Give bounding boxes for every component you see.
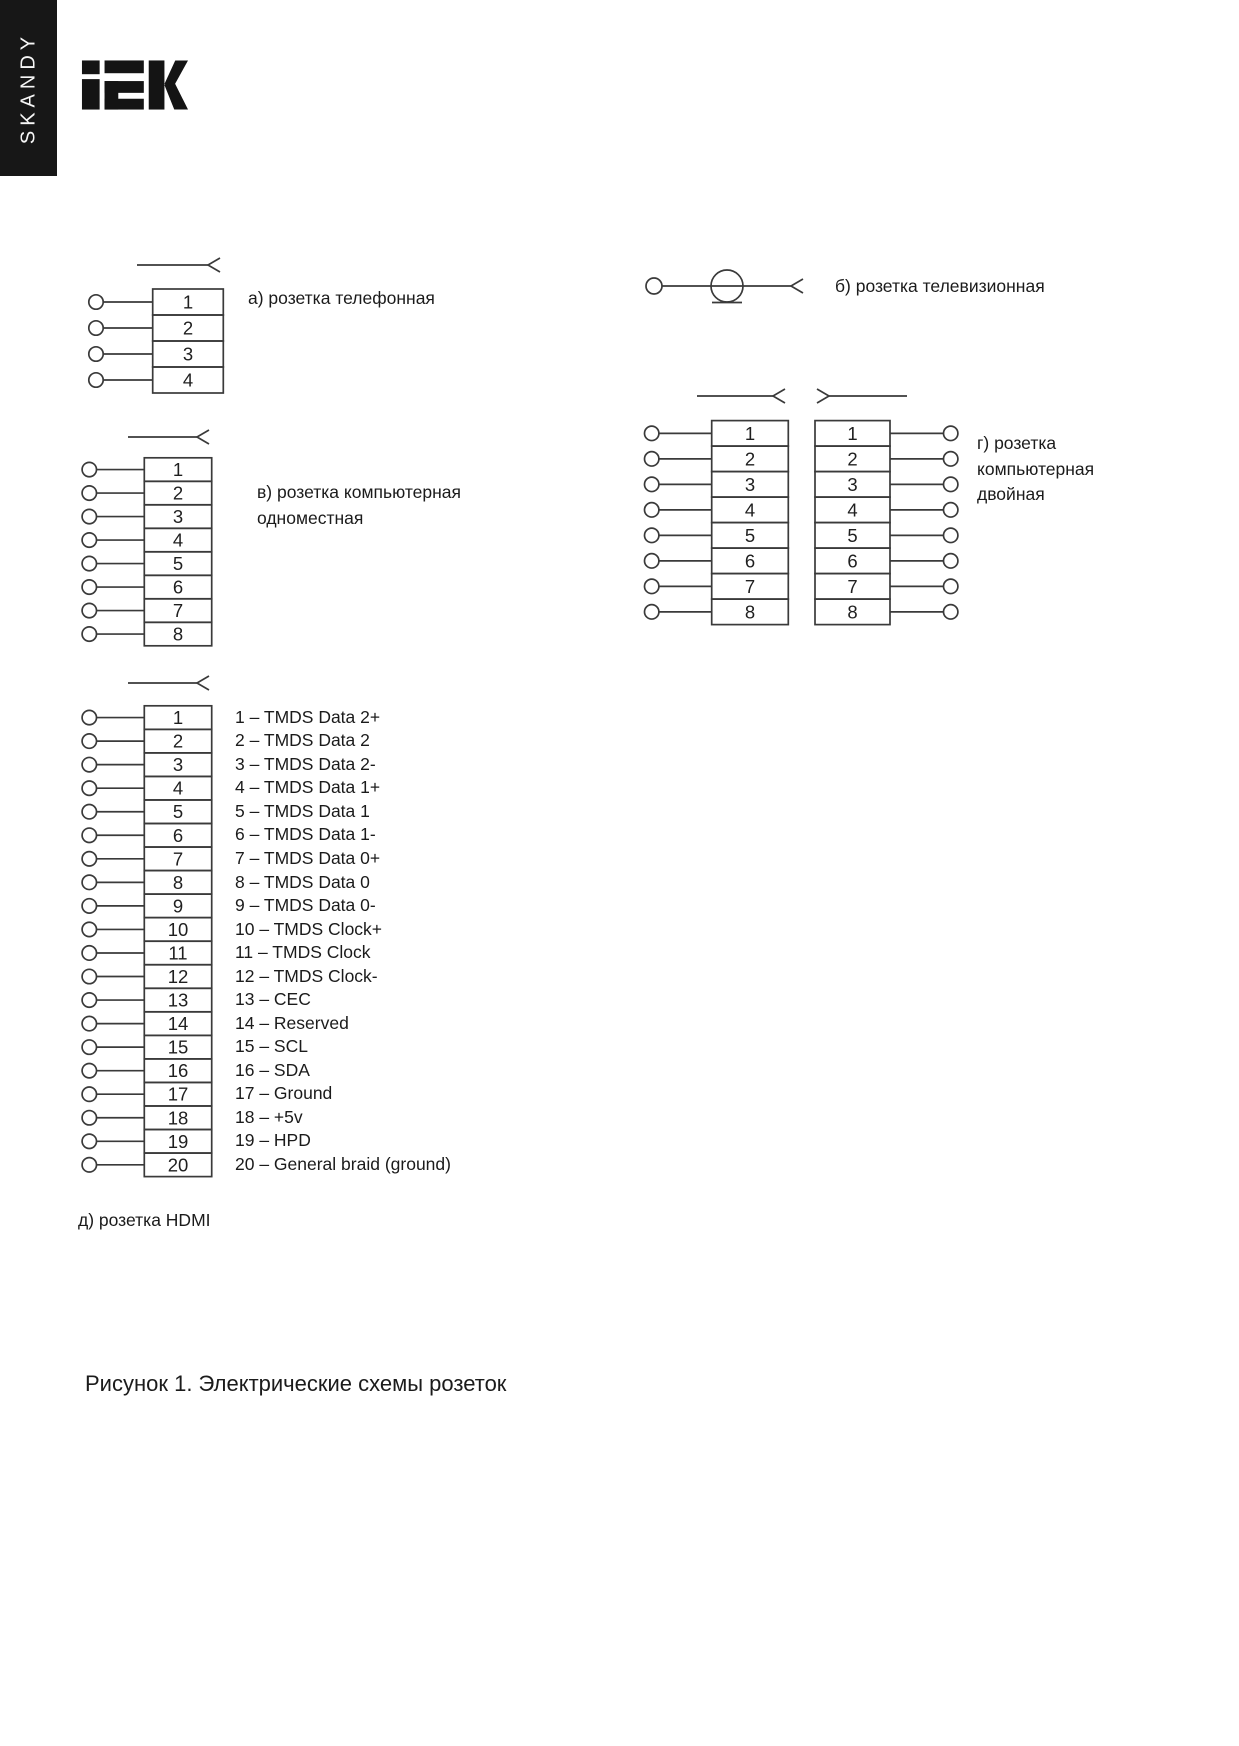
hdmi-pin-label: 10 – TMDS Clock+ — [235, 918, 383, 939]
pin-number: 16 — [167, 1060, 189, 1082]
hdmi-pin-label: 3 – TMDS Data 2- — [235, 753, 376, 774]
pin-terminal-circle — [645, 605, 659, 619]
pin-terminal-circle — [645, 554, 659, 568]
pin-number: 1 — [847, 422, 858, 444]
pin-terminal-circle — [82, 875, 96, 889]
pin-terminal-circle — [82, 1158, 96, 1172]
pin-number: 7 — [744, 575, 756, 597]
pin-terminal-circle — [82, 462, 96, 476]
pin-number: 1 — [744, 422, 756, 444]
pin-terminal-circle — [82, 922, 96, 936]
pin-terminal-circle — [89, 295, 103, 309]
pin-number: 1 — [182, 291, 194, 313]
brand-vertical-text: SKANDY — [17, 31, 39, 145]
pin-terminal-circle — [82, 1111, 96, 1125]
label-line: компьютерная — [977, 458, 1095, 479]
pin-number: 7 — [172, 600, 184, 622]
pin-number: 1 — [172, 459, 184, 481]
pin-number: 7 — [172, 848, 184, 870]
hdmi-pin-label: 13 – CEC — [235, 989, 311, 1010]
hdmi-socket-diagram — [82, 676, 212, 1177]
pin-number: 5 — [172, 801, 184, 823]
pin-number: 2 — [182, 317, 194, 339]
plug-symbol-arrowhead — [197, 676, 209, 690]
pin-number: 15 — [167, 1036, 189, 1058]
computer-double-socket-diagram — [645, 389, 958, 625]
pin-terminal-circle — [82, 1040, 96, 1054]
hdmi-pin-label: 14 – Reserved — [235, 1012, 349, 1033]
pin-number: 3 — [744, 473, 756, 495]
pin-number: 1 — [172, 707, 184, 729]
pin-terminal-circle — [82, 1087, 96, 1101]
pin-terminal-circle — [82, 509, 96, 523]
pin-terminal-circle — [82, 805, 96, 819]
pin-terminal-circle — [82, 1134, 96, 1148]
pin-number: 2 — [847, 448, 858, 470]
pin-number: 3 — [172, 754, 184, 776]
pin-number: 19 — [167, 1130, 189, 1152]
hdmi-pin-label-list — [235, 706, 451, 1177]
pin-terminal-circle — [82, 852, 96, 866]
pin-number: 6 — [744, 550, 756, 572]
pin-terminal-circle — [82, 556, 96, 570]
pin-terminal-circle — [645, 528, 659, 542]
pin-terminal-circle — [89, 321, 103, 335]
tv-socket-diagram — [646, 270, 803, 303]
pin-terminal-circle — [944, 554, 958, 568]
hdmi-pin-label: 8 – TMDS Data 0 — [235, 871, 370, 892]
computer-single-socket-diagram — [82, 430, 212, 646]
pin-terminal-circle — [645, 503, 659, 517]
pin-number: 5 — [744, 524, 756, 546]
pin-terminal-circle — [82, 969, 96, 983]
figure-caption: Рисунок 1. Электрические схемы розеток — [85, 1371, 507, 1396]
pin-number: 4 — [172, 777, 184, 799]
pin-terminal-circle — [82, 1063, 96, 1077]
hdmi-pin-label: 6 – TMDS Data 1- — [235, 824, 376, 845]
pin-terminal-circle — [645, 477, 659, 491]
pin-number: 2 — [744, 448, 756, 470]
label-line: в) розетка компьютерная — [257, 482, 461, 502]
hdmi-pin-label: 15 – SCL — [235, 1036, 308, 1057]
pin-number: 4 — [847, 499, 858, 521]
pin-number: 2 — [172, 482, 184, 504]
pin-number: 4 — [182, 369, 194, 391]
pin-number: 13 — [167, 989, 189, 1011]
hdmi-pin-label: 1 – TMDS Data 2+ — [235, 706, 381, 727]
pin-terminal-circle — [82, 781, 96, 795]
pin-terminal-circle — [944, 579, 958, 593]
pin-number: 10 — [167, 918, 189, 940]
pin-number: 7 — [847, 575, 858, 597]
hdmi-pin-label: 2 – TMDS Data 2 — [235, 730, 370, 751]
pin-number: 9 — [172, 895, 184, 917]
pin-number: 14 — [167, 1013, 189, 1035]
hdmi-pin-label: 5 – TMDS Data 1 — [235, 800, 370, 821]
hdmi-pin-label: 9 – TMDS Data 0- — [235, 895, 376, 916]
pin-terminal-circle — [944, 528, 958, 542]
hdmi-pin-label: 17 – Ground — [235, 1083, 333, 1104]
pin-terminal-circle — [82, 828, 96, 842]
pin-number: 17 — [167, 1083, 189, 1105]
pin-terminal-circle — [944, 503, 958, 517]
hdmi-pin-label: 11 – TMDS Clock — [235, 942, 371, 963]
pin-number: 18 — [167, 1107, 189, 1129]
pin-terminal-circle — [82, 899, 96, 913]
hdmi-pin-label: 12 – TMDS Clock- — [235, 965, 378, 986]
pin-terminal-circle — [82, 734, 96, 748]
pin-number: 6 — [172, 576, 184, 598]
label-line: г) розетка — [977, 433, 1057, 453]
pin-terminal-circle — [944, 452, 958, 466]
pin-terminal-circle — [82, 603, 96, 617]
pin-terminal-circle — [645, 452, 659, 466]
pin-number: 8 — [172, 623, 184, 645]
label-computer-single-socket — [257, 480, 461, 531]
pin-number: 6 — [847, 550, 858, 572]
pin-number: 3 — [182, 343, 194, 365]
pin-terminal-circle — [944, 426, 958, 440]
pin-terminal-circle — [82, 533, 96, 547]
plug-symbol-arrowhead — [791, 279, 803, 293]
label-line: одноместная — [257, 507, 364, 528]
pin-number: 2 — [172, 730, 184, 752]
pin-terminal-circle — [89, 373, 103, 387]
pin-number: 6 — [172, 824, 184, 846]
pin-terminal-circle — [82, 757, 96, 771]
pin-number: 20 — [167, 1154, 189, 1176]
plug-symbol-arrowhead — [197, 430, 209, 444]
hdmi-pin-label: 16 – SDA — [235, 1059, 310, 1080]
label-hdmi-socket: д) розетка HDMI — [78, 1210, 211, 1230]
pin-terminal-circle — [82, 993, 96, 1007]
pin-terminal-circle — [82, 1016, 96, 1030]
label-telephone-socket: а) розетка телефонная — [248, 288, 435, 308]
plug-symbol-arrowhead — [208, 258, 220, 272]
label-line: двойная — [977, 484, 1045, 504]
pin-number: 4 — [744, 499, 756, 521]
pin-terminal-circle — [646, 278, 662, 294]
pin-terminal-circle — [645, 426, 659, 440]
pin-number: 8 — [744, 601, 756, 623]
label-computer-double-socket — [977, 431, 1094, 508]
pin-number: 11 — [168, 942, 188, 964]
hdmi-pin-label: 20 – General braid (ground) — [235, 1153, 451, 1174]
telephone-socket-diagram — [89, 258, 223, 393]
pin-number: 3 — [847, 473, 858, 495]
plug-symbol-arrowhead — [773, 389, 785, 403]
label-tv-socket: б) розетка телевизионная — [835, 276, 1045, 296]
pin-terminal-circle — [82, 580, 96, 594]
hdmi-pin-label: 19 – HPD — [235, 1130, 311, 1151]
pin-number: 8 — [847, 601, 858, 623]
pin-number: 3 — [172, 506, 184, 528]
hdmi-pin-label: 4 – TMDS Data 1+ — [235, 777, 381, 798]
pin-terminal-circle — [82, 486, 96, 500]
hdmi-pin-label: 18 – +5v — [235, 1106, 303, 1127]
plug-symbol-arrowhead — [817, 389, 829, 403]
hdmi-pin-label: 7 – TMDS Data 0+ — [235, 847, 381, 868]
pin-terminal-circle — [82, 627, 96, 641]
pin-terminal-circle — [82, 946, 96, 960]
pin-terminal-circle — [944, 477, 958, 491]
pin-number: 8 — [172, 871, 184, 893]
pin-number: 12 — [167, 966, 189, 988]
pin-terminal-circle — [645, 579, 659, 593]
pin-terminal-circle — [944, 605, 958, 619]
pin-number: 4 — [172, 529, 184, 551]
pin-terminal-circle — [82, 710, 96, 724]
pin-terminal-circle — [89, 347, 103, 361]
pin-number: 5 — [847, 524, 858, 546]
pin-number: 5 — [172, 553, 184, 575]
